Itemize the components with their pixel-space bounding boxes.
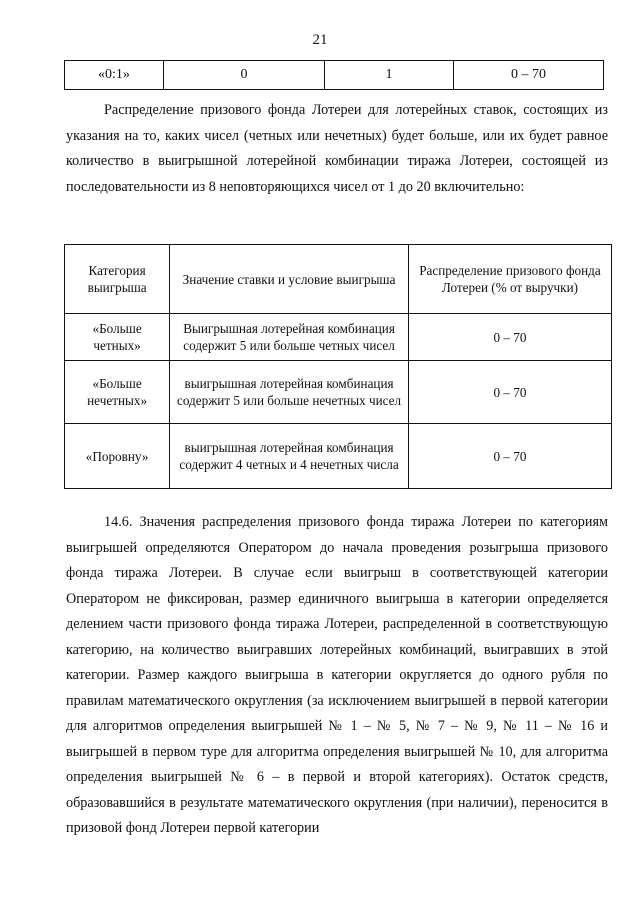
row-distribution: 0 – 70	[408, 361, 611, 424]
row-category: «Поровну»	[65, 424, 170, 489]
page-number: 21	[312, 32, 328, 48]
row-category: «Больше нечетных»	[65, 361, 170, 424]
header-condition: Значение ставки и условие выигрыша	[170, 245, 409, 314]
table-row	[65, 361, 612, 424]
row-condition: Выигрышная лотерейная комбинация содержит 5 или больше четных чисел	[170, 314, 409, 361]
section-paragraph-text: 14.6. Значения распределения призового фонда тиража Лотереи по категориям выигрышей определяются Оператором до начала проведения розыгрыша призового фонда тиража Лотереи. В случае если выигрыш в соответствующей категории Оператором не фиксирован, размер единичного выигрыша в категории определяется делением части призового фонда тиража Лотереи, распределенной в соответствующую категорию, на количество выигравших лотерейных комбинаций, выигравших в этой категории. Размер каждого выигрыша в категории округляется до одного рубля по правилам математического округления (за исключением выигрышей в первой категории для алгоритмов определения выигрышей № 1 – № 5, № 7 – № 9, № 11 – № 16 и выигрышей в первом туре для алгоритма определения выигрышей № 10, для алгоритма определения выигрышей № 6 – в первой и второй категориях). Остаток средств, образовавшийся в результате математического округления (при наличии), переносится в призовой фонд Лотереи первой категории	[66, 514, 608, 836]
row-condition: выигрышная лотерейная комбинация содержит 4 четных и 4 нечетных числа	[170, 424, 409, 489]
row-distribution: 0 – 70	[408, 314, 611, 361]
table-cell-distribution: 0 – 70	[454, 61, 604, 90]
prize-distribution-table	[64, 244, 612, 489]
intro-paragraph-text: Распределение призового фонда Лотереи для лотерейных ставок, состоящих из указания на то, каких чисел (четных или нечетных) будет больше, или их будет равное количество в выигрышной лотерейной комбинации тиража Лотереи, состоящей из последовательности из 8 неповторяющихся чисел от 1 до 20 включительно:	[66, 102, 608, 195]
header-category: Категория выигрыша	[65, 245, 170, 314]
table-cell: 0	[164, 61, 325, 90]
row-category: «Больше четных»	[65, 314, 170, 361]
table-cell-category: «0:1»	[65, 61, 164, 90]
table-header-row	[65, 245, 612, 314]
table-row	[65, 314, 612, 361]
table-row	[65, 424, 612, 489]
continued-table	[64, 60, 604, 90]
section-paragraph	[66, 510, 608, 842]
table-cell: 1	[325, 61, 454, 90]
header-distribution: Распределение призового фонда Лотереи (% от выручки)	[408, 245, 611, 314]
row-distribution: 0 – 70	[408, 424, 611, 489]
row-condition: выигрышная лотерейная комбинация содержит 5 или больше нечетных чисел	[170, 361, 409, 424]
intro-paragraph	[66, 98, 608, 200]
table-row	[65, 61, 604, 90]
